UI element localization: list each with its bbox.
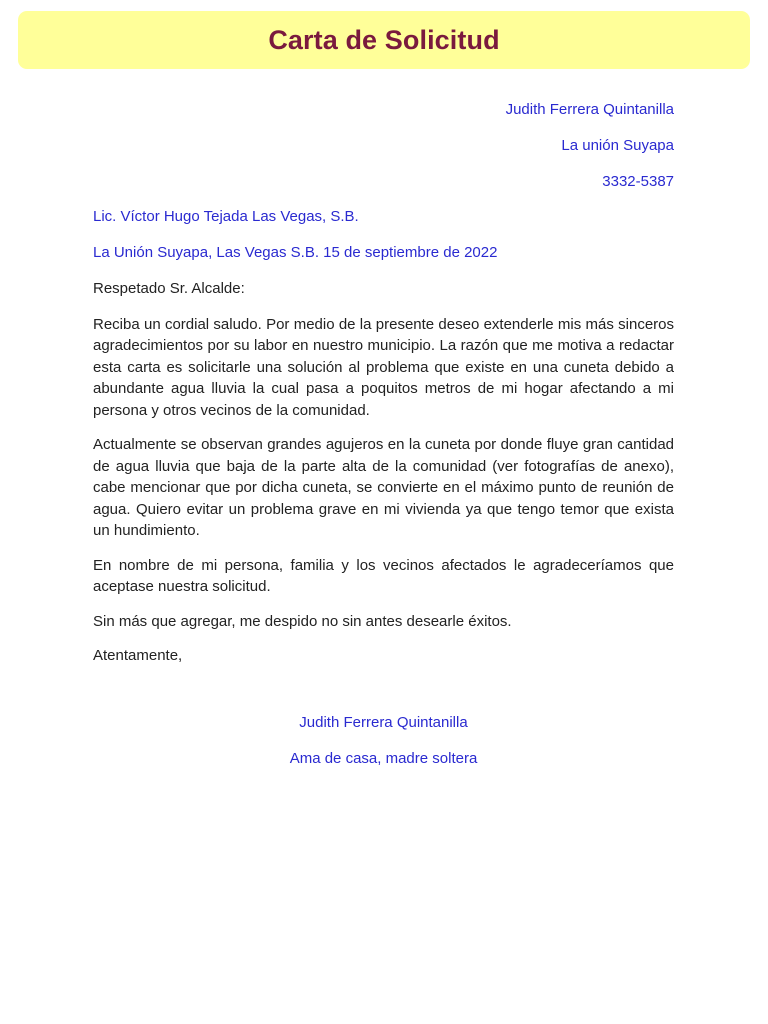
page-title: Carta de Solicitud	[268, 24, 500, 55]
title-banner	[18, 11, 750, 69]
signature-name: Judith Ferrera Quintanilla	[299, 713, 468, 731]
signature-role: Ama de casa, madre soltera	[289, 749, 478, 767]
place-date: La Unión Suyapa, Las Vegas S.B. 15 de septiembre de 2022	[93, 244, 498, 262]
sender-phone: 3332-5387	[602, 172, 674, 190]
paragraph-4: Sin más que agregar, me despido no sin antes desearle éxitos.	[93, 612, 512, 630]
paragraph-3: En nombre de mi persona, familia y los vecinos afectados le agradeceríamos que aceptase nuestra solicitud.	[93, 556, 674, 596]
letter-body	[93, 99, 674, 783]
sender-address: La unión Suyapa	[561, 136, 674, 154]
sender-name: Judith Ferrera Quintanilla	[505, 101, 674, 118]
paragraph-1: Reciba un cordial saludo. Por medio de la presente deseo extenderle mis más sinceros agradecimientos por su labor en nuestro municipio. La razón que me motiva a redactar esta carta es solicitarle una solución al problema que existe en una cuneta debido a abundante agua lluvia la cual pasa a poquitos metros de mi hogar afectando a mi persona y otros vecinos de la comunidad.	[93, 315, 674, 419]
greeting: Respetado Sr. Alcalde:	[93, 279, 245, 297]
paragraph-2: Actualmente se observan grandes agujeros en la cuneta por donde fluye gran cantidad de agua lluvia que baja de la parte alta de la comunidad (ver fotografías de anexo), cabe mencionar que por dicha cuneta, se convierte en el máximo punto de reunión de agua. Quiero evitar un problema grave en mi vivienda ya que tengo temor que exista un hundimiento.	[93, 436, 674, 540]
closing: Atentamente,	[93, 647, 183, 665]
recipient-name: Lic. Víctor Hugo Tejada Las Vegas, S.B.	[93, 208, 359, 226]
